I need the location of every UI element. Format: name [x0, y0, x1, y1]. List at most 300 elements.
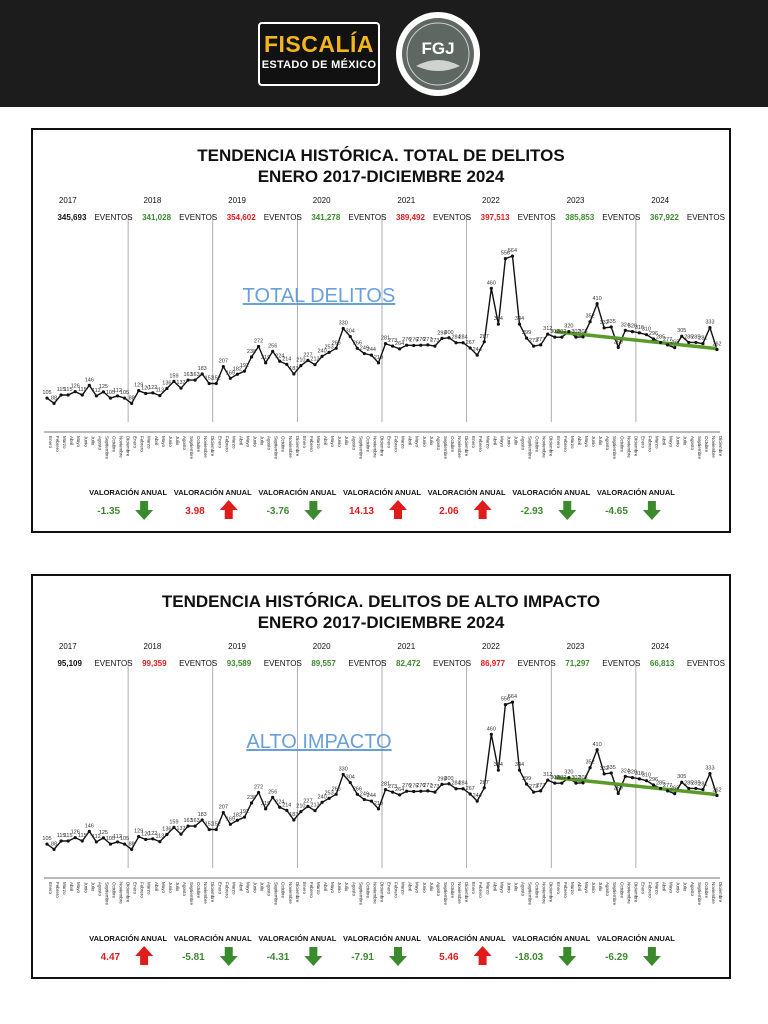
month-tick-label: Octubre [619, 436, 625, 453]
month-tick-label: Julio [598, 882, 604, 892]
valuation-label: VALORACIÓN ANUAL [427, 488, 506, 497]
data-point [680, 335, 683, 338]
data-point [419, 790, 422, 793]
month-tick-label: Julio [259, 436, 265, 446]
chart-watermark: ALTO IMPACTO [246, 731, 392, 753]
data-label: 113 [155, 387, 165, 394]
data-point [384, 342, 387, 345]
valuation-label: VALORACIÓN ANUAL [512, 488, 591, 497]
month-tick-label: Febrero [562, 436, 568, 452]
month-tick-label: Febrero [224, 882, 230, 898]
data-point [567, 330, 570, 333]
month-tick-label: Abril [69, 882, 75, 892]
data-point [469, 346, 472, 349]
data-label: 285 [684, 334, 694, 341]
valuation-value: -4.31 [266, 952, 290, 963]
month-tick-label: Noviembre [203, 882, 209, 904]
data-point [243, 816, 246, 819]
data-point [574, 336, 577, 339]
month-tick-label: Enero [132, 436, 138, 449]
year-label: 2018 [143, 196, 162, 205]
data-point [363, 352, 366, 355]
month-tick-label: Abril [238, 436, 244, 446]
year-label: 2024 [651, 196, 670, 205]
month-tick-label: Julio [513, 882, 519, 892]
month-tick-label: Febrero [139, 882, 145, 898]
month-tick-label: Octubre [534, 436, 540, 453]
month-tick-label: Noviembre [372, 436, 378, 458]
year-label: 2022 [482, 196, 500, 205]
data-label: 284 [451, 780, 461, 787]
month-tick-label: Mayo [668, 436, 674, 448]
annual-total-value: 341,028 [142, 213, 172, 222]
month-tick-label: Mayo [160, 882, 166, 894]
month-tick-label: Septiembre [273, 882, 279, 906]
month-tick-label: Marzo [146, 882, 152, 895]
data-label: 344 [514, 762, 525, 769]
valuation-label: VALORACIÓN ANUAL [258, 488, 337, 497]
logo-sub-text: ESTADO DE MÉXICO [261, 59, 377, 71]
header-bar [0, 0, 768, 107]
month-tick-label: Febrero [393, 436, 399, 452]
data-point [588, 320, 591, 323]
data-label: 169 [225, 816, 235, 823]
data-label: 244 [366, 793, 377, 800]
events-label: EVENTOS [433, 659, 472, 668]
month-tick-label: Marzo [316, 882, 321, 895]
annual-total-value: 99,359 [142, 659, 167, 668]
data-label: 344 [493, 762, 503, 769]
month-tick-label: Noviembre [710, 882, 716, 904]
chart-title: TENDENCIA HISTÓRICA. DELITOS DE ALTO IMPACTO [161, 592, 601, 611]
data-point [257, 345, 260, 348]
year-label: 2019 [228, 196, 246, 205]
data-point [539, 343, 542, 346]
valuation-value: -5.81 [181, 952, 205, 963]
month-tick-label: Diciembre [548, 882, 554, 903]
data-point [186, 825, 189, 828]
month-tick-label: Noviembre [626, 882, 632, 904]
month-tick-label: Octubre [450, 436, 455, 453]
data-label: 281 [698, 335, 708, 342]
month-tick-label: Marzo [485, 882, 491, 895]
year-label: 2019 [228, 642, 246, 651]
valuation-value: -18.03 [514, 952, 544, 963]
chart-title: TENDENCIA HISTÓRICA. TOTAL DE DELITOS [197, 146, 565, 165]
events-label: EVENTOS [94, 213, 133, 222]
data-label: 352 [585, 313, 595, 320]
data-label: 332 [599, 765, 609, 772]
data-label: 253 [324, 344, 334, 351]
data-label: 207 [218, 804, 228, 811]
data-point [52, 402, 55, 405]
annual-total-value: 385,853 [565, 213, 595, 222]
data-label: 332 [599, 319, 609, 326]
month-tick-label: Abril [661, 882, 667, 892]
month-tick-label: Diciembre [548, 436, 554, 457]
data-label: 137 [176, 826, 186, 833]
data-label: 88 [50, 395, 58, 402]
month-tick-label: Junio [83, 882, 89, 893]
data-label: 298 [437, 330, 447, 337]
data-point [687, 787, 690, 790]
month-tick-label: Octubre [196, 436, 202, 453]
data-label: 214 [282, 802, 292, 809]
chart-alto-impacto [33, 576, 729, 977]
month-tick-label: Agosto [266, 882, 272, 897]
data-label: 305 [677, 328, 687, 335]
data-point [356, 793, 359, 796]
data-label: 105 [119, 390, 130, 397]
data-label: 214 [282, 356, 292, 363]
month-tick-label: Marzo [62, 436, 68, 449]
data-label: 129 [134, 828, 144, 835]
data-label: 298 [437, 776, 447, 783]
data-point [631, 330, 634, 333]
data-point [469, 792, 472, 795]
data-label: 125 [98, 383, 109, 390]
data-point [349, 335, 352, 338]
month-tick-label: Mayo [414, 882, 420, 894]
month-tick-label: Marzo [569, 882, 575, 895]
arrow-up-icon [220, 500, 238, 519]
data-label: 273 [387, 784, 398, 791]
arrow-down-icon [558, 947, 576, 966]
valuation-value: 5.46 [439, 952, 459, 963]
month-tick-label: Noviembre [372, 882, 378, 904]
data-point [412, 344, 415, 347]
data-point [215, 382, 218, 385]
chart-panel-total [31, 128, 731, 533]
month-tick-label: Marzo [400, 436, 406, 449]
month-tick-label: Junio [337, 436, 343, 447]
data-point [419, 344, 422, 347]
data-point [433, 345, 436, 348]
month-tick-label: Octubre [703, 436, 709, 453]
data-point [377, 361, 380, 364]
data-point [694, 787, 697, 790]
data-label: 137 [176, 380, 186, 387]
valuation-label: VALORACIÓN ANUAL [89, 934, 168, 943]
data-point [67, 393, 70, 396]
data-point [236, 373, 239, 376]
data-label: 299 [521, 776, 532, 783]
data-label: 320 [627, 769, 637, 776]
data-label: 410 [592, 741, 602, 748]
events-label: EVENTOS [348, 213, 387, 222]
data-label: 244 [472, 793, 482, 800]
month-tick-label: Agosto [351, 882, 357, 897]
data-point [201, 372, 204, 375]
data-label: 335 [606, 318, 616, 325]
month-tick-label: Febrero [478, 882, 484, 898]
month-tick-label: Septiembre [189, 882, 195, 906]
fgj-seal-logo [394, 10, 482, 98]
month-tick-label: Agosto [97, 882, 103, 897]
month-tick-label: Octubre [703, 882, 709, 899]
valuation-label: VALORACIÓN ANUAL [596, 488, 675, 497]
arrow-down-icon [643, 501, 661, 520]
data-point [596, 748, 599, 751]
month-tick-label: Septiembre [189, 436, 195, 460]
month-tick-label: Abril [492, 882, 498, 892]
data-point [151, 391, 154, 394]
month-tick-label: Diciembre [464, 882, 470, 903]
data-point [342, 773, 345, 776]
data-point [398, 347, 401, 350]
month-tick-label: Junio [421, 436, 427, 447]
data-point [257, 791, 260, 794]
data-label: 287 [479, 333, 489, 340]
data-point [426, 789, 429, 792]
month-tick-label: Enero [555, 882, 561, 895]
month-tick-label: Febrero [55, 436, 61, 452]
data-label: 152 [204, 821, 214, 828]
valuation-label: VALORACIÓN ANUAL [173, 934, 252, 943]
month-tick-label: Diciembre [379, 882, 385, 903]
data-label: 88 [128, 841, 135, 848]
data-point [236, 819, 239, 822]
data-label: 183 [289, 811, 299, 818]
month-tick-label: Junio [167, 436, 173, 447]
data-label: 88 [50, 841, 58, 848]
data-label: 302 [557, 775, 567, 782]
year-label: 2020 [312, 642, 331, 651]
data-point [151, 837, 154, 840]
data-label: 296 [648, 331, 659, 338]
data-label: 112 [91, 833, 101, 840]
data-point [476, 799, 479, 802]
data-point [440, 337, 443, 340]
data-label: 227 [303, 352, 313, 359]
month-tick-label: Enero [386, 882, 392, 895]
data-label: 256 [268, 789, 278, 796]
data-label: 268 [670, 339, 680, 346]
month-tick-label: Agosto [689, 882, 695, 897]
month-tick-label: Marzo [654, 436, 660, 449]
data-label: 244 [366, 347, 377, 354]
month-tick-label: Mayo [330, 882, 336, 894]
month-tick-label: Enero [217, 436, 223, 449]
data-label: 284 [451, 334, 461, 341]
month-tick-label: Mayo [499, 882, 505, 894]
month-tick-label: Agosto [435, 882, 441, 897]
data-label: 240 [317, 348, 327, 355]
data-label: 112 [113, 833, 122, 840]
month-tick-label: Junio [252, 882, 258, 893]
data-point [137, 389, 140, 392]
month-tick-label: Septiembre [612, 436, 618, 460]
chart-total-delitos [33, 130, 729, 531]
valuation-value: 14.13 [348, 506, 374, 517]
data-point [320, 355, 323, 358]
month-tick-label: Enero [48, 436, 53, 449]
data-label: 152 [204, 375, 214, 382]
data-label: 182 [232, 366, 243, 373]
data-point [532, 791, 535, 794]
data-point [546, 778, 549, 781]
data-point [645, 779, 648, 782]
month-tick-label: Febrero [55, 882, 61, 898]
valuation-label: VALORACIÓN ANUAL [173, 488, 252, 497]
month-tick-label: Marzo [146, 436, 152, 449]
month-tick-label: Noviembre [287, 436, 293, 458]
data-point [377, 807, 380, 810]
data-point [624, 775, 627, 778]
data-label: 316 [634, 324, 645, 331]
year-label: 2018 [143, 642, 162, 651]
data-label: 285 [655, 780, 666, 787]
data-label: 312 [543, 326, 553, 333]
data-point [102, 836, 105, 839]
month-tick-label: Noviembre [541, 882, 547, 904]
month-tick-label: Septiembre [442, 436, 448, 460]
data-point [426, 343, 429, 346]
month-tick-label: Enero [48, 882, 53, 895]
month-tick-label: Septiembre [358, 436, 364, 460]
events-label: EVENTOS [263, 213, 302, 222]
data-point [215, 828, 218, 831]
data-label: 183 [197, 365, 207, 372]
data-point [497, 323, 500, 326]
data-point [454, 341, 457, 344]
data-label: 244 [472, 347, 482, 354]
data-label: 219 [261, 800, 271, 807]
month-tick-label: Febrero [393, 882, 399, 898]
data-point [659, 787, 662, 790]
data-point [250, 355, 253, 358]
month-tick-label: Abril [407, 436, 413, 446]
data-label: 324 [620, 768, 630, 775]
year-label: 2024 [651, 642, 670, 651]
month-tick-label: Diciembre [633, 882, 639, 903]
data-point [370, 799, 373, 802]
data-point [116, 394, 119, 397]
data-point [497, 769, 500, 772]
month-tick-label: Agosto [351, 436, 357, 451]
month-tick-label: Julio [513, 436, 519, 446]
month-tick-label: Septiembre [527, 436, 533, 460]
arrow-down-icon [220, 947, 238, 966]
data-point [673, 792, 676, 795]
data-point [95, 840, 98, 843]
events-label: EVENTOS [517, 213, 556, 222]
data-point [250, 801, 253, 804]
valuation-value: 2.06 [439, 506, 459, 517]
annual-total-value: 345,693 [57, 213, 87, 222]
arrow-down-icon [643, 947, 661, 966]
month-tick-label: Agosto [689, 436, 695, 451]
data-point [398, 793, 401, 796]
data-point [447, 782, 450, 785]
data-point [229, 377, 232, 380]
data-label: 344 [514, 316, 525, 323]
arrow-up-icon [389, 500, 407, 519]
data-label: 105 [42, 836, 52, 843]
month-tick-label: Julio [174, 882, 180, 892]
data-point [504, 703, 507, 706]
data-label: 302 [557, 329, 567, 336]
month-tick-label: Septiembre [358, 882, 364, 906]
data-label: 105 [119, 836, 130, 843]
data-point [553, 336, 556, 339]
month-tick-label: Marzo [316, 436, 321, 449]
data-point [652, 337, 655, 340]
data-point [610, 771, 613, 774]
data-point [391, 791, 394, 794]
month-tick-label: Abril [576, 882, 582, 892]
data-label: 213 [310, 802, 320, 809]
month-tick-label: Junio [167, 882, 173, 893]
data-point [553, 782, 556, 785]
month-tick-label: Septiembre [442, 882, 448, 906]
month-tick-label: Septiembre [527, 882, 533, 906]
month-tick-label: Junio [83, 436, 89, 447]
events-label: EVENTOS [179, 659, 218, 668]
annual-total-value: 82,472 [396, 659, 421, 668]
month-tick-label: Marzo [231, 882, 237, 895]
month-tick-label: Febrero [308, 436, 314, 452]
data-label: 285 [691, 334, 701, 341]
annual-total-value: 367,922 [649, 213, 679, 222]
data-label: 273 [529, 338, 539, 345]
events-label: EVENTOS [348, 659, 387, 668]
data-point [525, 782, 528, 785]
month-tick-label: Noviembre [118, 882, 124, 904]
data-point [596, 302, 599, 305]
data-label: 213 [310, 356, 320, 363]
data-label: 152 [211, 821, 221, 828]
data-label: 238 [246, 348, 257, 355]
data-label: 210 [296, 357, 306, 364]
annual-total-value: 66,813 [649, 659, 675, 668]
events-label: EVENTOS [179, 213, 218, 222]
data-point [74, 836, 77, 839]
data-label: 556 [500, 696, 511, 703]
month-tick-label: Noviembre [118, 436, 124, 458]
annual-total-value: 341,278 [311, 213, 341, 222]
month-tick-label: Noviembre [457, 882, 463, 904]
data-point [659, 341, 662, 344]
month-tick-label: Abril [407, 882, 413, 892]
month-tick-label: Abril [69, 436, 75, 446]
data-label: 304 [345, 328, 355, 335]
data-label: 275 [409, 337, 419, 344]
month-tick-label: Julio [344, 882, 350, 892]
data-point [581, 781, 584, 784]
valuation-value: 4.47 [100, 952, 121, 963]
month-tick-label: Agosto [605, 436, 611, 451]
data-point [504, 257, 507, 260]
data-point [88, 384, 91, 387]
data-point [67, 839, 70, 842]
data-label: 146 [84, 823, 94, 830]
data-label: 564 [507, 248, 518, 255]
valuation-value: -1.35 [97, 506, 121, 517]
arrow-down-icon [304, 947, 322, 966]
data-label: 320 [564, 323, 574, 330]
data-label: 115 [56, 386, 66, 393]
data-point [285, 809, 288, 812]
data-label: 303 [578, 774, 588, 781]
data-point [617, 346, 620, 349]
month-tick-label: Julio [344, 436, 350, 446]
data-label: 219 [373, 354, 384, 361]
month-tick-label: Marzo [485, 436, 491, 449]
data-label: 276 [416, 783, 426, 790]
data-label: 207 [218, 358, 228, 365]
month-tick-label: Octubre [111, 882, 117, 899]
